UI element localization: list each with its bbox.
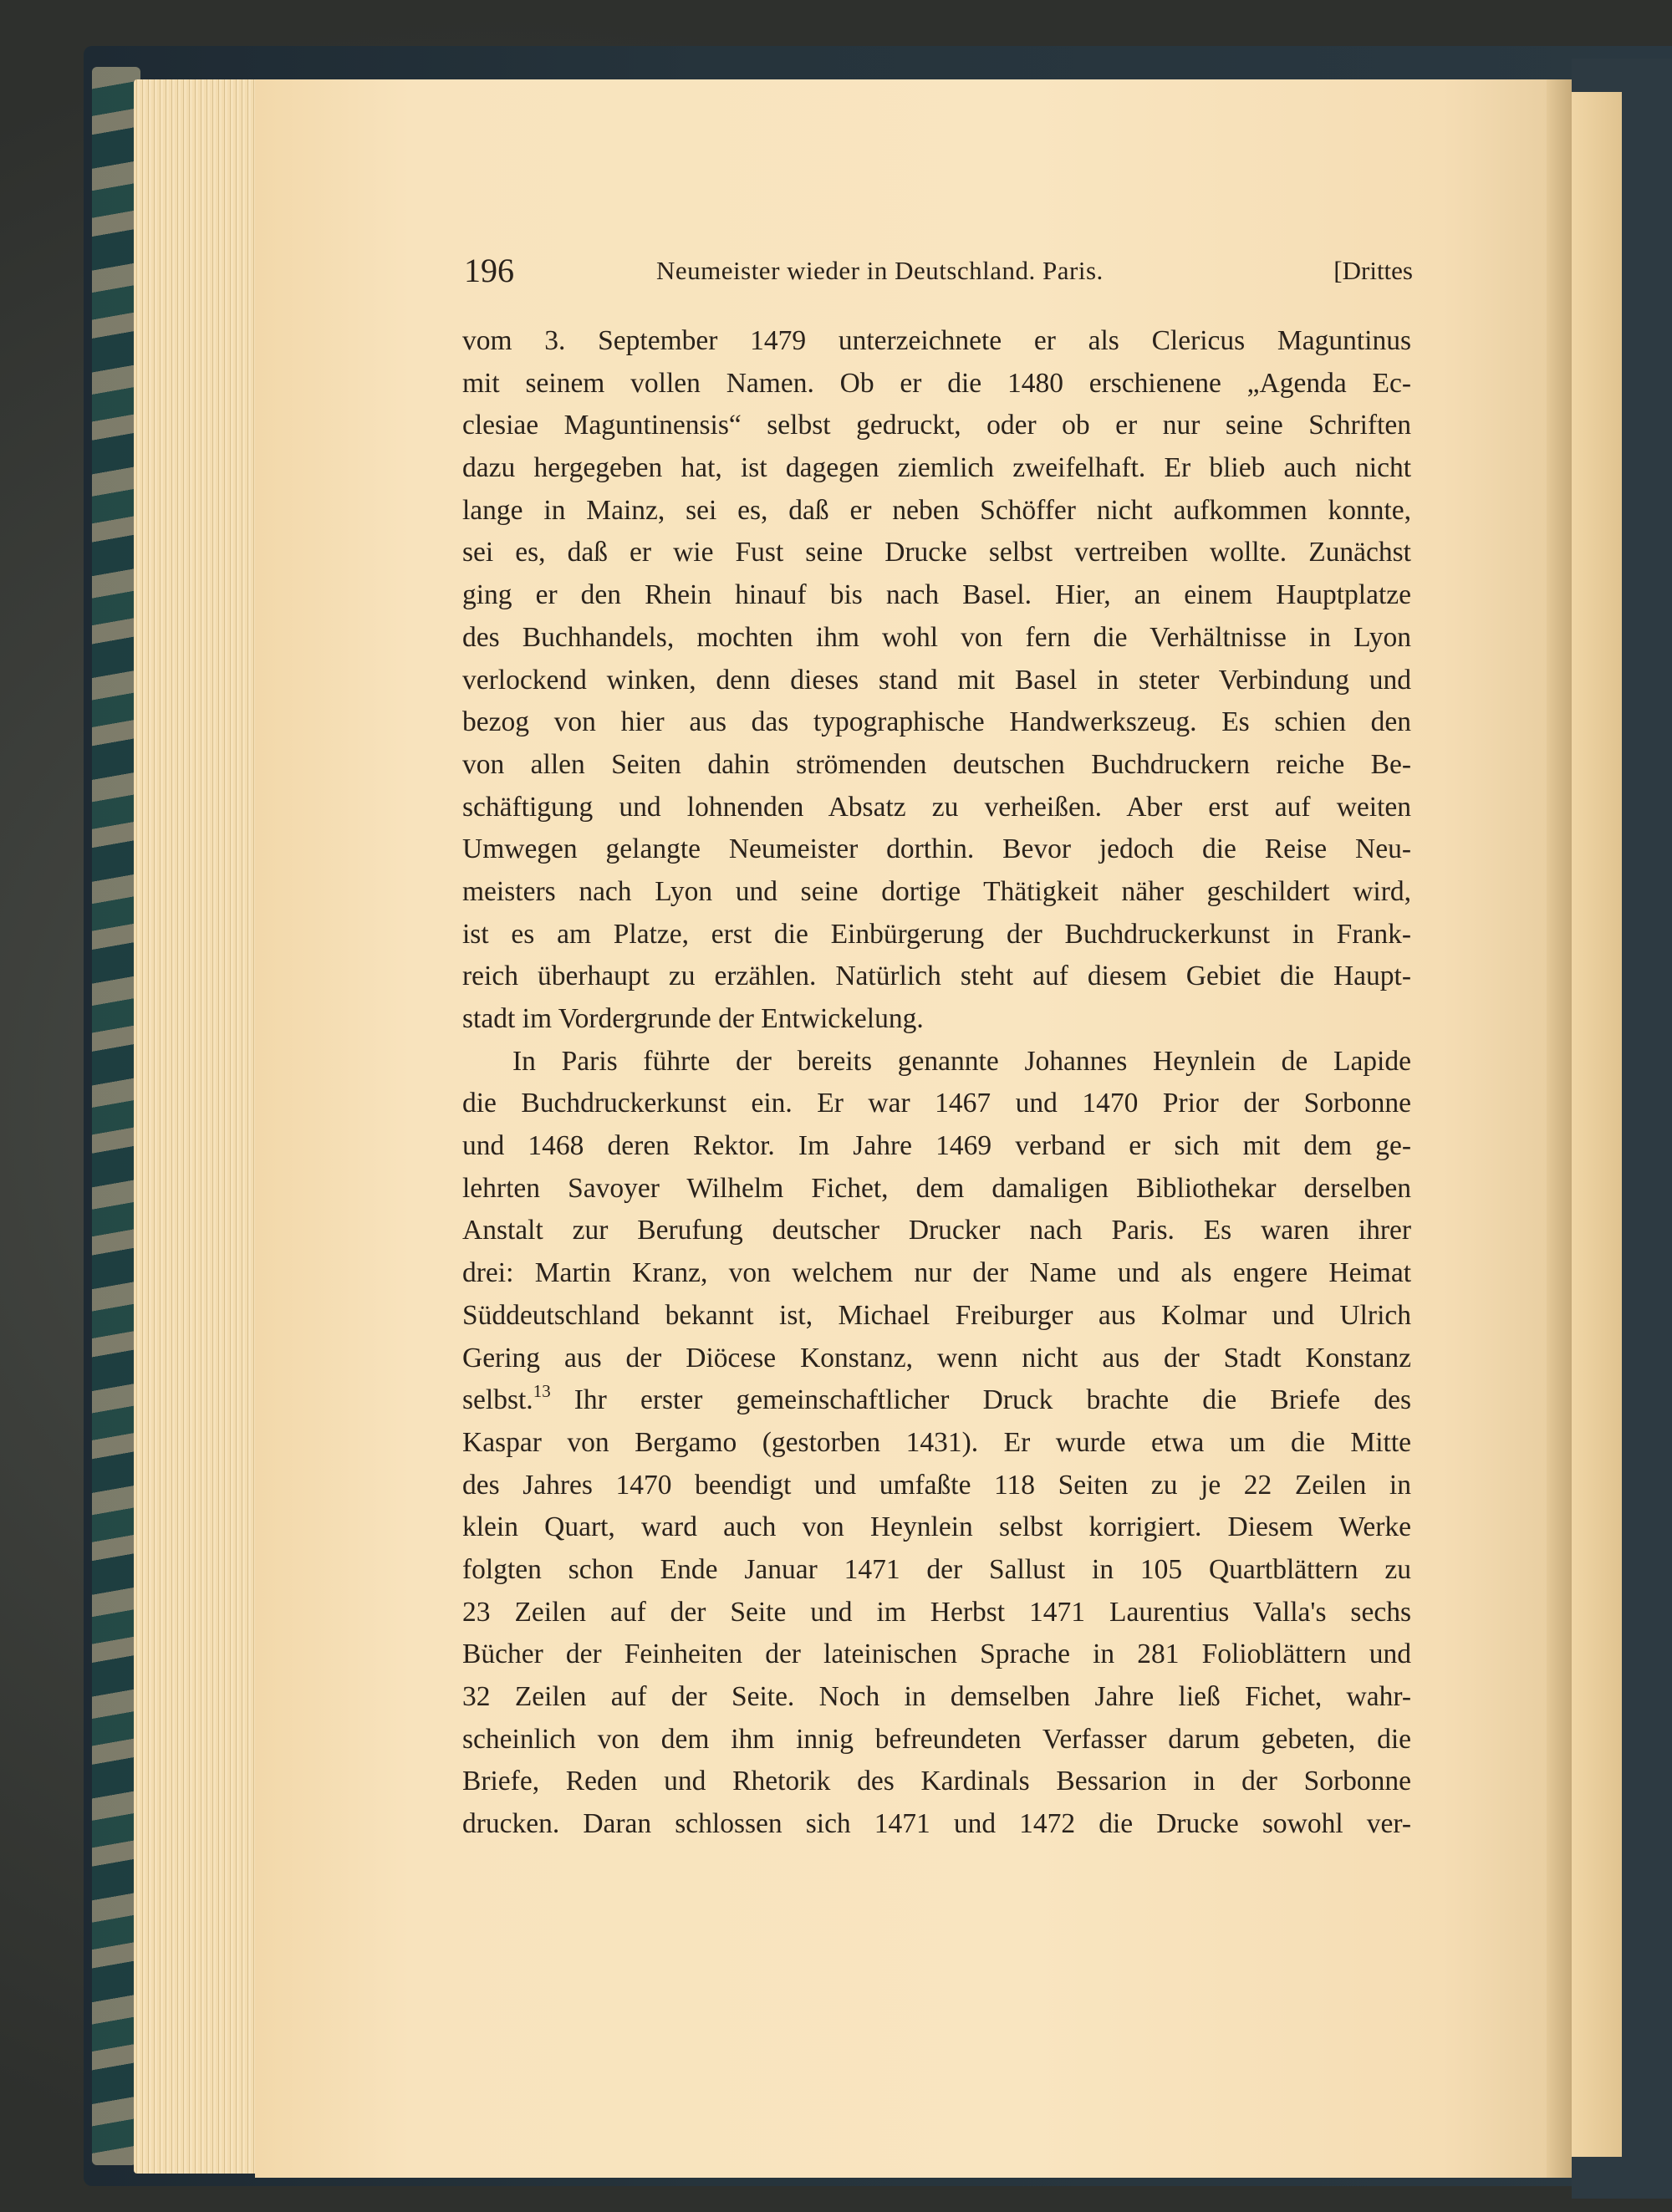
text-line: lehrten Savoyer Wilhelm Fichet, dem damaligen Bibliothekar derselben [462,1172,1411,1204]
paragraph-start-line: In Paris führte der bereits genannte Johannes Heynlein de Lapide [512,1045,1411,1077]
text-line: folgten schon Ende Januar 1471 der Sallust in 105 Quartblättern zu [462,1553,1411,1585]
text-line: clesiae Maguntinensis“ selbst gedruckt, oder ob er nur seine Schriften [462,410,1411,441]
text-line: Anstalt zur Berufung deutscher Drucker nach Paris. Es waren ihrer [462,1215,1411,1246]
text-line: lange in Mainz, sei es, daß er neben Schöffer nicht aufkommen konnte, [462,494,1411,526]
text-line: und 1468 deren Rektor. Im Jahre 1469 verband er sich mit dem ge- [462,1130,1411,1162]
text-fragment: Ihr erster gemeinschaftlicher Druck brachte die Briefe des [573,1384,1411,1416]
text-line: schäftigung und lohnenden Absatz zu verheißen. Aber erst auf weiten [462,791,1411,823]
page-number: 196 [464,252,514,289]
text-line: drei: Martin Kranz, von welchem nur der Name und als engere Heimat [462,1257,1411,1289]
text-line: von allen Seiten dahin strömenden deutschen Buchdruckern reiche Be- [462,748,1411,780]
running-title: Neumeister wieder in Deutschland. Paris. [656,256,1104,285]
text-line: sei es, daß er wie Fust seine Drucke selbst vertreiben wollte. Zunächst [462,537,1411,568]
section-label: [Drittes [1333,256,1413,285]
page-gutter [1547,79,1572,2178]
text-line: stadt im Vordergrunde der Entwickelung. [462,1003,924,1034]
facing-page-edge [1572,92,1622,2157]
text-fragment [462,1379,551,1422]
running-head [464,251,1413,301]
text-line: scheinlich von dem ihm innig befreundeten Verfasser darum gebeten, die [462,1723,1411,1755]
body-text [462,320,1411,1846]
text-line: verlockend winken, denn dieses stand mit Basel in steter Verbindung und [462,664,1411,696]
text-line: klein Quart, ward auch von Heynlein selbst korrigiert. Diesem Werke [462,1511,1411,1543]
text-line-with-footnote [462,1379,1411,1422]
text-line: Kaspar von Bergamo (gestorben 1431). Er wurde etwa um die Mitte [462,1426,1411,1458]
text-line: Gering aus der Diöcese Konstanz, wenn nicht aus der Stadt Konstanz [462,1342,1411,1374]
text-line: Bücher der Feinheiten der lateinischen Sprache in 281 Folioblättern und [462,1639,1411,1670]
text-line: Briefe, Reden und Rhetorik des Kardinals Bessarion in der Sorbonne [462,1766,1411,1797]
text-line: des Jahres 1470 beendigt und umfaßte 118 Seiten zu je 22 Zeilen in [462,1469,1411,1501]
text-line: 32 Zeilen auf der Seite. Noch in demselben Jahre ließ Fichet, wahr- [462,1681,1411,1712]
text-line: mit seinem vollen Namen. Ob er die 1480 erschienene „Agenda Ec- [462,367,1411,399]
text-line: bezog von hier aus das typographische Handwerkszeug. Es schien den [462,706,1411,738]
footnote-reference[interactable]: 13 [533,1381,551,1402]
text-line: drucken. Daran schlossen sich 1471 und 1472 die Drucke sowohl ver- [462,1808,1411,1840]
text-line: die Buchdruckerkunst ein. Er war 1467 und 1470 Prior der Sorbonne [462,1088,1411,1119]
text-line: vom 3. September 1479 unterzeichnete er als Clericus Maguntinus [462,325,1411,356]
page-edges [134,79,259,2174]
text-line: 23 Zeilen auf der Seite und im Herbst 1471 Laurentius Valla's sechs [462,1596,1411,1628]
text-line: Süddeutschland bekannt ist, Michael Freiburger aus Kolmar und Ulrich [462,1299,1411,1331]
text-line: dazu hergegeben hat, ist dagegen ziemlich zweifelhaft. Er blieb auch nicht [462,452,1411,484]
text-line: meisters nach Lyon und seine dortige Thätigkeit näher geschildert wird, [462,875,1411,907]
text-line: ist es am Platze, erst die Einbürgerung der Buchdruckerkunst in Frank- [462,918,1411,950]
text-line: ging er den Rhein hinauf bis nach Basel. Hier, an einem Hauptplatze [462,579,1411,611]
text-fragment-selbst: selbst. [462,1384,533,1416]
text-line: Umwegen gelangte Neumeister dorthin. Bevor jedoch die Reise Neu- [462,833,1411,865]
text-line: des Buchhandels, mochten ihm wohl von fern die Verhältnisse in Lyon [462,621,1411,653]
text-line: reich überhaupt zu erzählen. Natürlich steht auf diesem Gebiet die Haupt- [462,961,1411,992]
